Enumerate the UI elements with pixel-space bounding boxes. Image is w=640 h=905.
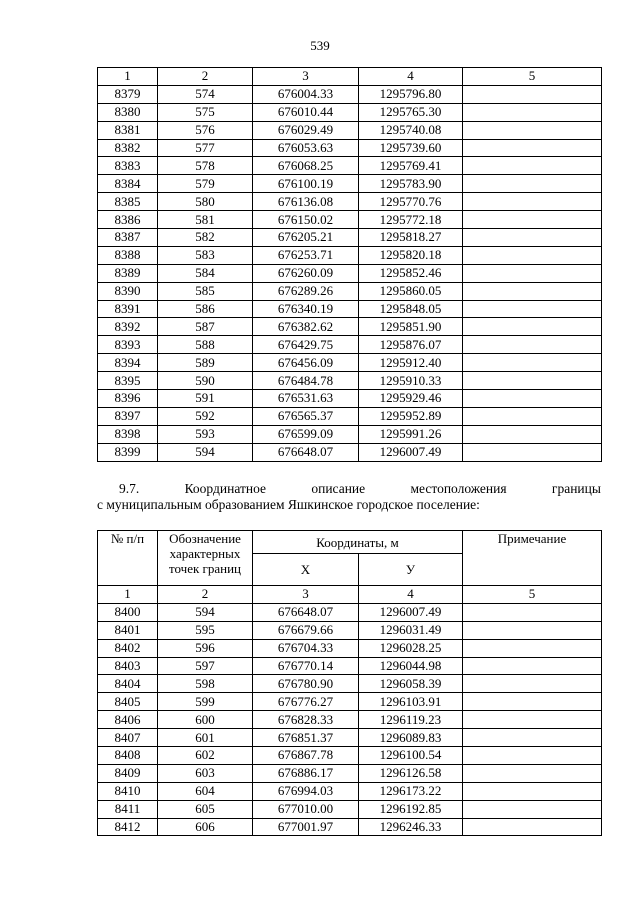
column-number-row bbox=[98, 586, 602, 604]
table-cell: 581 bbox=[158, 211, 253, 229]
table-cell: 676599.09 bbox=[253, 425, 359, 443]
table-cell bbox=[463, 282, 602, 300]
table-row bbox=[98, 407, 602, 425]
table-cell: 582 bbox=[158, 229, 253, 247]
table-cell: 8396 bbox=[98, 390, 158, 408]
table-row bbox=[98, 103, 602, 121]
table-cell: 597 bbox=[158, 657, 253, 675]
table-cell bbox=[463, 782, 602, 800]
table-cell: 8385 bbox=[98, 193, 158, 211]
table-row bbox=[98, 246, 602, 264]
table-cell bbox=[463, 747, 602, 765]
table-cell bbox=[463, 711, 602, 729]
table-cell bbox=[463, 229, 602, 247]
table-cell: 606 bbox=[158, 818, 253, 836]
table-cell: 1295991.26 bbox=[359, 425, 463, 443]
table-cell: 8389 bbox=[98, 264, 158, 282]
table-cell: 8402 bbox=[98, 639, 158, 657]
table-cell: 1296192.85 bbox=[359, 800, 463, 818]
table-cell bbox=[463, 800, 602, 818]
table-cell: 8379 bbox=[98, 85, 158, 103]
table-cell: 589 bbox=[158, 354, 253, 372]
table-cell: 1295796.80 bbox=[359, 85, 463, 103]
table-cell bbox=[463, 425, 602, 443]
table-cell: 1295740.08 bbox=[359, 121, 463, 139]
column-number-row bbox=[98, 68, 602, 86]
table-cell: 8407 bbox=[98, 729, 158, 747]
table-cell: 583 bbox=[158, 246, 253, 264]
table-row bbox=[98, 229, 602, 247]
table-cell: 604 bbox=[158, 782, 253, 800]
table-cell: 1296007.49 bbox=[359, 443, 463, 461]
table-cell bbox=[463, 354, 602, 372]
section-number: 9.7. bbox=[119, 481, 140, 496]
table-cell: 576 bbox=[158, 121, 253, 139]
table-cell: 8380 bbox=[98, 103, 158, 121]
heading-word: границы bbox=[551, 481, 601, 496]
table-cell: 601 bbox=[158, 729, 253, 747]
table-cell: 575 bbox=[158, 103, 253, 121]
table-cell: 593 bbox=[158, 425, 253, 443]
table-cell: 580 bbox=[158, 193, 253, 211]
table-cell: 1295860.05 bbox=[359, 282, 463, 300]
table-cell bbox=[463, 193, 602, 211]
heading-word: местоположения bbox=[410, 481, 507, 496]
table-cell: 8401 bbox=[98, 621, 158, 639]
table-cell bbox=[463, 103, 602, 121]
table-cell: 8381 bbox=[98, 121, 158, 139]
column-number: 3 bbox=[253, 586, 359, 604]
table-cell: 1295739.60 bbox=[359, 139, 463, 157]
table-cell: 1295952.89 bbox=[359, 407, 463, 425]
table-cell bbox=[463, 85, 602, 103]
table-cell: 577 bbox=[158, 139, 253, 157]
table-cell: 1295876.07 bbox=[359, 336, 463, 354]
table-cell: 594 bbox=[158, 443, 253, 461]
header-x: Х bbox=[253, 554, 359, 586]
table-cell: 585 bbox=[158, 282, 253, 300]
table-cell: 8388 bbox=[98, 246, 158, 264]
table-cell: 1295772.18 bbox=[359, 211, 463, 229]
table-cell: 1296103.91 bbox=[359, 693, 463, 711]
table-cell: 1295851.90 bbox=[359, 318, 463, 336]
table-row bbox=[98, 818, 602, 836]
table-cell: 1296028.25 bbox=[359, 639, 463, 657]
table-row bbox=[98, 729, 602, 747]
table-cell: 1296089.83 bbox=[359, 729, 463, 747]
table-cell: 677001.97 bbox=[253, 818, 359, 836]
table-row bbox=[98, 425, 602, 443]
table-cell: 1296119.23 bbox=[359, 711, 463, 729]
table-cell: 676004.33 bbox=[253, 85, 359, 103]
table-cell: 1295929.46 bbox=[359, 390, 463, 408]
table-row bbox=[98, 639, 602, 657]
table-cell: 584 bbox=[158, 264, 253, 282]
table-row bbox=[98, 764, 602, 782]
table-row bbox=[98, 336, 602, 354]
column-number: 5 bbox=[463, 586, 602, 604]
table-cell: 8411 bbox=[98, 800, 158, 818]
table-cell bbox=[463, 443, 602, 461]
table-cell: 676704.33 bbox=[253, 639, 359, 657]
table-cell: 600 bbox=[158, 711, 253, 729]
table-row bbox=[98, 85, 602, 103]
table-cell: 8405 bbox=[98, 693, 158, 711]
table-cell: 676289.26 bbox=[253, 282, 359, 300]
table-cell: 676565.37 bbox=[253, 407, 359, 425]
table-cell: 8410 bbox=[98, 782, 158, 800]
header-row bbox=[98, 531, 602, 554]
table-cell: 586 bbox=[158, 300, 253, 318]
table-cell: 676780.90 bbox=[253, 675, 359, 693]
table-cell: 8412 bbox=[98, 818, 158, 836]
heading-word: описание bbox=[311, 481, 366, 496]
table-cell: 676260.09 bbox=[253, 264, 359, 282]
table-row bbox=[98, 264, 602, 282]
table-cell bbox=[463, 246, 602, 264]
table-cell bbox=[463, 390, 602, 408]
table-cell bbox=[463, 639, 602, 657]
column-number: 4 bbox=[359, 68, 463, 86]
table-row bbox=[98, 603, 602, 621]
table-cell: 676253.71 bbox=[253, 246, 359, 264]
table-cell: 1296007.49 bbox=[359, 603, 463, 621]
column-number: 3 bbox=[253, 68, 359, 86]
table-row bbox=[98, 693, 602, 711]
table-cell: 8384 bbox=[98, 175, 158, 193]
header-y: У bbox=[359, 554, 463, 586]
column-number: 5 bbox=[463, 68, 602, 86]
page-number: 539 bbox=[310, 38, 330, 53]
table-cell: 574 bbox=[158, 85, 253, 103]
table-cell: 1296044.98 bbox=[359, 657, 463, 675]
table-cell: 676867.78 bbox=[253, 747, 359, 765]
table-cell: 676776.27 bbox=[253, 693, 359, 711]
table-cell bbox=[463, 764, 602, 782]
table-row bbox=[98, 390, 602, 408]
table-cell: 8406 bbox=[98, 711, 158, 729]
table-cell: 1295770.76 bbox=[359, 193, 463, 211]
table-cell: 1295818.27 bbox=[359, 229, 463, 247]
table-cell: 578 bbox=[158, 157, 253, 175]
table-cell: 1296126.58 bbox=[359, 764, 463, 782]
table-cell: 605 bbox=[158, 800, 253, 818]
table-cell: 676382.62 bbox=[253, 318, 359, 336]
table-cell bbox=[463, 818, 602, 836]
table-cell: 1295783.90 bbox=[359, 175, 463, 193]
table-cell: 1295765.30 bbox=[359, 103, 463, 121]
table-cell bbox=[463, 336, 602, 354]
header-note: Примечание bbox=[463, 531, 602, 586]
table-cell: 594 bbox=[158, 603, 253, 621]
table-cell: 8390 bbox=[98, 282, 158, 300]
table-cell bbox=[463, 729, 602, 747]
table-cell: 676010.44 bbox=[253, 103, 359, 121]
table-cell: 676770.14 bbox=[253, 657, 359, 675]
table-cell: 8383 bbox=[98, 157, 158, 175]
table-cell bbox=[463, 211, 602, 229]
table-cell: 676648.07 bbox=[253, 443, 359, 461]
table-cell: 676648.07 bbox=[253, 603, 359, 621]
table-cell: 590 bbox=[158, 372, 253, 390]
table-cell: 588 bbox=[158, 336, 253, 354]
table-cell bbox=[463, 121, 602, 139]
table-cell: 1296246.33 bbox=[359, 818, 463, 836]
table-cell: 591 bbox=[158, 390, 253, 408]
table-cell: 676828.33 bbox=[253, 711, 359, 729]
table-cell bbox=[463, 603, 602, 621]
table-row bbox=[98, 282, 602, 300]
heading-line-2: с муниципальным образованием Яшкинское городское поселение: bbox=[97, 497, 480, 512]
table-cell: 592 bbox=[158, 407, 253, 425]
table-row bbox=[98, 193, 602, 211]
table-cell bbox=[463, 372, 602, 390]
table-cell: 1295852.46 bbox=[359, 264, 463, 282]
table-cell: 8382 bbox=[98, 139, 158, 157]
table-row bbox=[98, 621, 602, 639]
table-cell: 8404 bbox=[98, 675, 158, 693]
table-cell bbox=[463, 621, 602, 639]
table-cell: 1295769.41 bbox=[359, 157, 463, 175]
coordinates-table bbox=[97, 530, 602, 836]
table-cell: 8399 bbox=[98, 443, 158, 461]
table-cell: 676531.63 bbox=[253, 390, 359, 408]
column-number: 1 bbox=[98, 68, 158, 86]
table-cell: 595 bbox=[158, 621, 253, 639]
table-cell bbox=[463, 175, 602, 193]
column-number: 1 bbox=[98, 586, 158, 604]
table-cell: 8394 bbox=[98, 354, 158, 372]
table-cell: 1295848.05 bbox=[359, 300, 463, 318]
table-cell: 8409 bbox=[98, 764, 158, 782]
table-cell: 603 bbox=[158, 764, 253, 782]
table-cell: 1295912.40 bbox=[359, 354, 463, 372]
table-cell bbox=[463, 657, 602, 675]
table-cell: 676679.66 bbox=[253, 621, 359, 639]
table-row bbox=[98, 747, 602, 765]
table-row bbox=[98, 139, 602, 157]
table-cell: 676484.78 bbox=[253, 372, 359, 390]
table-cell: 677010.00 bbox=[253, 800, 359, 818]
table-cell bbox=[463, 264, 602, 282]
table-row bbox=[98, 121, 602, 139]
table-cell: 1295820.18 bbox=[359, 246, 463, 264]
table-cell: 8391 bbox=[98, 300, 158, 318]
table-cell: 676851.37 bbox=[253, 729, 359, 747]
table-row bbox=[98, 354, 602, 372]
table-cell: 579 bbox=[158, 175, 253, 193]
table-cell: 676994.03 bbox=[253, 782, 359, 800]
table-cell: 676429.75 bbox=[253, 336, 359, 354]
table-cell: 676205.21 bbox=[253, 229, 359, 247]
table-cell bbox=[463, 139, 602, 157]
table-cell: 8398 bbox=[98, 425, 158, 443]
coordinates-table-continued bbox=[97, 67, 602, 462]
table-cell: 1296031.49 bbox=[359, 621, 463, 639]
header-coordinates: Координаты, м bbox=[253, 531, 463, 554]
table-row bbox=[98, 211, 602, 229]
table-cell bbox=[463, 407, 602, 425]
table-row bbox=[98, 657, 602, 675]
table-cell: 598 bbox=[158, 675, 253, 693]
header-number: № п/п bbox=[98, 531, 158, 586]
table-row bbox=[98, 300, 602, 318]
table-cell: 599 bbox=[158, 693, 253, 711]
table-cell: 8395 bbox=[98, 372, 158, 390]
table-cell: 1296173.22 bbox=[359, 782, 463, 800]
table-cell: 676150.02 bbox=[253, 211, 359, 229]
table-cell bbox=[463, 318, 602, 336]
table-cell: 676029.49 bbox=[253, 121, 359, 139]
table-cell: 587 bbox=[158, 318, 253, 336]
table-cell: 1295910.33 bbox=[359, 372, 463, 390]
column-number: 2 bbox=[158, 586, 253, 604]
table-cell: 8392 bbox=[98, 318, 158, 336]
table-cell bbox=[463, 693, 602, 711]
heading-word: Координатное bbox=[184, 481, 266, 496]
table-cell: 676136.08 bbox=[253, 193, 359, 211]
table-cell: 1296058.39 bbox=[359, 675, 463, 693]
table-cell: 8387 bbox=[98, 229, 158, 247]
table-row bbox=[98, 675, 602, 693]
table-cell bbox=[463, 157, 602, 175]
table-cell: 8403 bbox=[98, 657, 158, 675]
table-cell: 8400 bbox=[98, 603, 158, 621]
table-cell: 596 bbox=[158, 639, 253, 657]
table-row bbox=[98, 711, 602, 729]
table-row bbox=[98, 443, 602, 461]
table-row bbox=[98, 800, 602, 818]
column-number: 2 bbox=[158, 68, 253, 86]
column-number: 4 bbox=[359, 586, 463, 604]
table-row bbox=[98, 372, 602, 390]
table-cell: 8408 bbox=[98, 747, 158, 765]
table-cell: 8397 bbox=[98, 407, 158, 425]
table-cell: 676100.19 bbox=[253, 175, 359, 193]
table-cell bbox=[463, 300, 602, 318]
table-cell: 8393 bbox=[98, 336, 158, 354]
table-cell: 1296100.54 bbox=[359, 747, 463, 765]
table-cell: 676886.17 bbox=[253, 764, 359, 782]
table-row bbox=[98, 318, 602, 336]
table-cell: 602 bbox=[158, 747, 253, 765]
header-point-designation: Обозначение характерных точек границ bbox=[158, 531, 253, 586]
table-cell: 676340.19 bbox=[253, 300, 359, 318]
table-cell: 676068.25 bbox=[253, 157, 359, 175]
table-row bbox=[98, 782, 602, 800]
section-heading bbox=[97, 481, 601, 513]
table-row bbox=[98, 157, 602, 175]
table-row bbox=[98, 175, 602, 193]
table-cell: 8386 bbox=[98, 211, 158, 229]
table-cell: 676456.09 bbox=[253, 354, 359, 372]
table-cell: 676053.63 bbox=[253, 139, 359, 157]
table-cell bbox=[463, 675, 602, 693]
